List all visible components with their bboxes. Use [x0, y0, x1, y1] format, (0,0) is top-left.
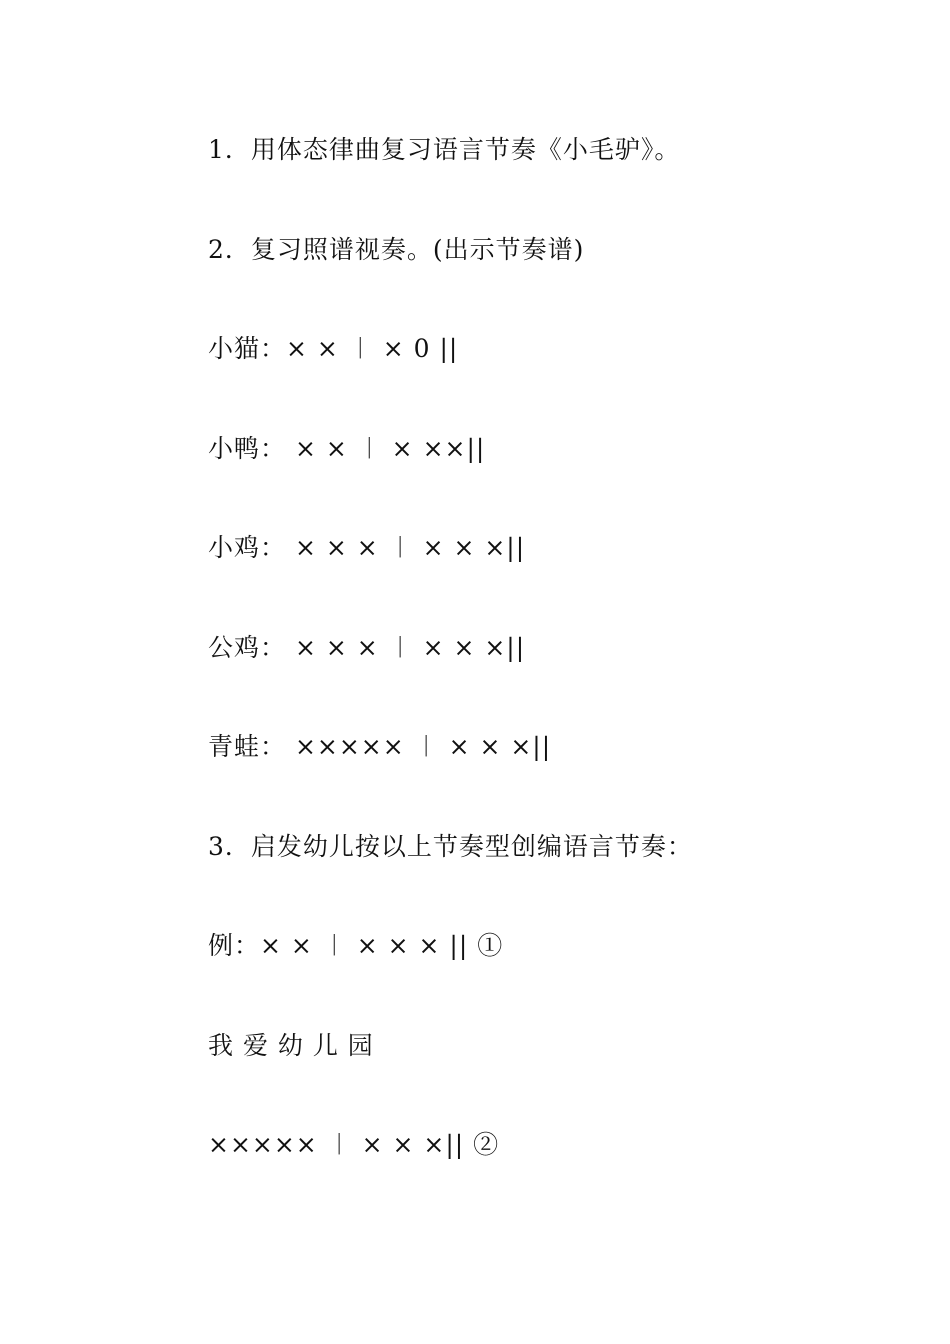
- rhythm-rooster: 公鸡： × × × ︱ × × ×||: [208, 633, 526, 662]
- example-lyrics: 我 爱 幼 儿 园: [208, 1031, 374, 1060]
- example-rhythm-2: ××××× ︱ × × ×|| ②: [208, 1130, 500, 1159]
- rhythm-duckling: 小鸭： × × ︱ × ××||: [208, 434, 486, 463]
- rhythm-kitten: 小猫：× × ︱ × 0 ||: [208, 334, 459, 363]
- rhythm-frog: 青蛙： ××××× ︱ × × ×||: [208, 732, 552, 761]
- step-1-text: 1．用体态律曲复习语言节奏《小毛驴》。: [208, 135, 681, 164]
- example-rhythm-1: 例：× × ︱ × × × || ①: [208, 931, 504, 960]
- rhythm-chick: 小鸡： × × × ︱ × × ×||: [208, 533, 526, 562]
- step-3-text: 3．启发幼儿按以上节奏型创编语言节奏：: [208, 832, 693, 861]
- step-2-text: 2．复习照谱视奏。(出示节奏谱): [208, 235, 585, 264]
